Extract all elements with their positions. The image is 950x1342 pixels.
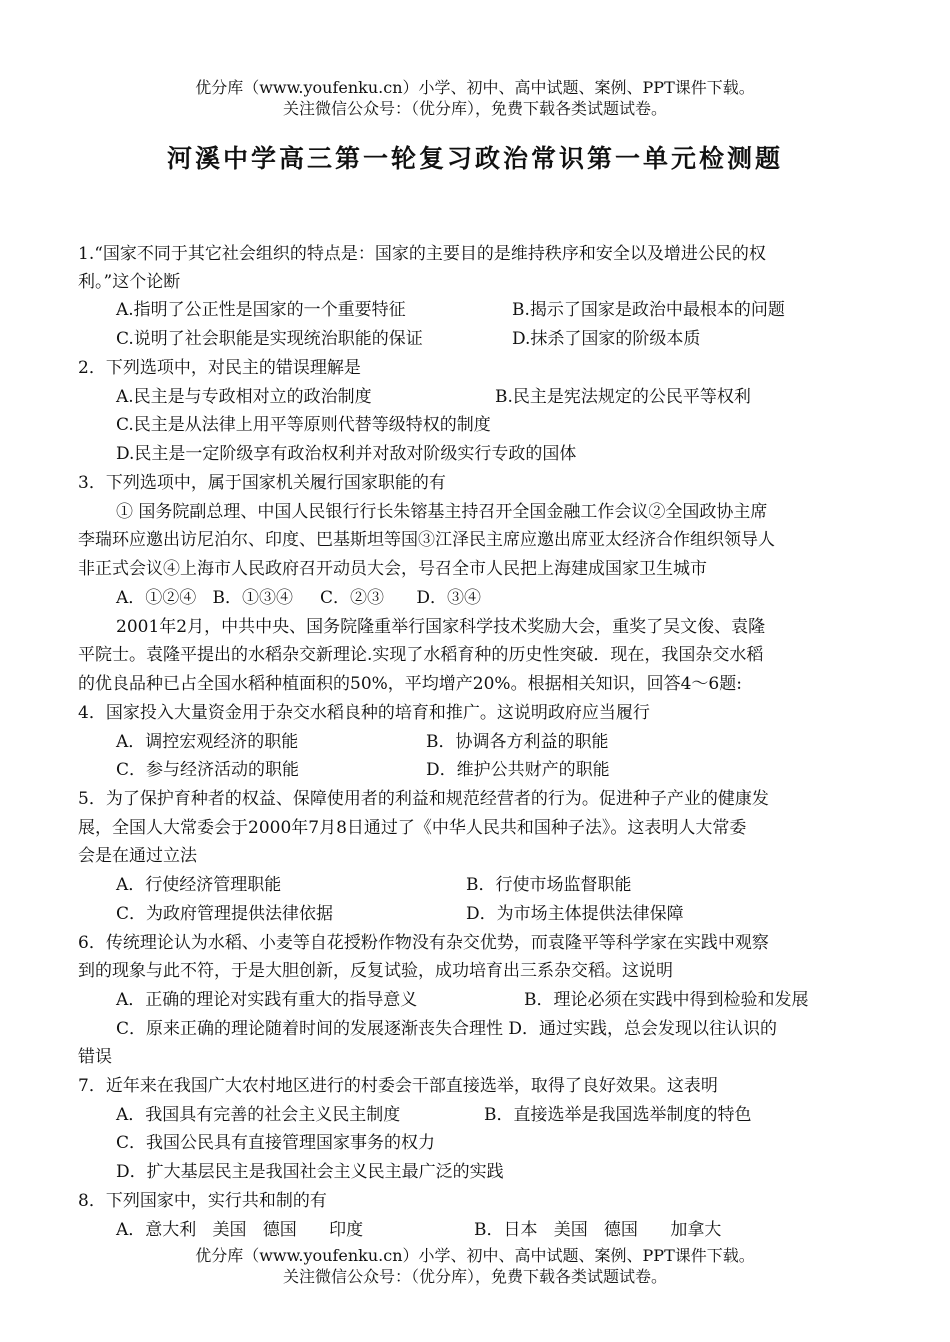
q7-option-d: D．扩大基层民主是我国社会主义民主最广泛的实践	[116, 1162, 504, 1182]
q6-option-a: A．正确的理论对实践有重大的指导意义	[116, 990, 418, 1010]
q1-option-a: A.指明了公正性是国家的一个重要特征	[116, 300, 406, 320]
q4-option-c: C．参与经济活动的职能	[116, 760, 300, 780]
page-title: 河溪中学高三第一轮复习政治常识第一单元检测题	[166, 144, 783, 173]
q1-option-c: C.说明了社会职能是实现统治职能的保证	[116, 329, 423, 349]
q6-stem-line-2: 到的现象与此不符，于是大胆创新，反复试验，成功培育出三系杂交稻。这说明	[78, 961, 673, 981]
q5-option-d: D．为市场主体提供法律保障	[466, 904, 684, 924]
q1-stem-line-1: 1.“国家不同于其它社会组织的特点是：国家的主要目的是维持秩序和安全以及增进公民的权	[78, 244, 766, 264]
q8-option-b: B．日本 美国 德国 加拿大	[474, 1220, 722, 1240]
q5-option-b: B．行使市场监督职能	[466, 875, 632, 895]
header-line-2: 关注微信公众号：（优分库），免费下载各类试题试卷。	[282, 99, 667, 118]
q3-item-line-3: 非正式会议④上海市人民政府召开动员大会，号召全市人民把上海建成国家卫生城市	[78, 559, 707, 579]
q4-option-a: A．调控宏观经济的职能	[116, 732, 299, 752]
footer-line-2: 关注微信公众号：（优分库），免费下载各类试题试卷。	[282, 1267, 667, 1286]
q5-option-a: A．行使经济管理职能	[116, 875, 282, 895]
q7-stem: 7．近年来在我国广大农村地区进行的村委会干部直接选举，取得了良好效果。这表明	[78, 1076, 718, 1096]
q1-option-b: B.揭示了国家是政治中最根本的问题	[512, 300, 785, 320]
q8-option-a: A．意大利 美国 德国 印度	[116, 1220, 364, 1240]
q2-option-b: B.民主是宪法规定的公民平等权利	[495, 387, 751, 407]
material-line-2: 平院士。袁隆平提出的水稻杂交新理论.实现了水稻育种的历史性突破．现在，我国杂交水稻	[78, 645, 764, 665]
q3-options: A．①②④ B．①③④ C．②③ D．③④	[116, 588, 482, 608]
q2-option-c: C.民主是从法律上用平等原则代替等级特权的制度	[116, 415, 491, 435]
material-line-1: 2001年2月，中共中央、国务院隆重举行国家科学技术奖励大会，重奖了吴文俊、袁隆	[116, 617, 766, 637]
q5-option-c: C．为政府管理提供法律依据	[116, 904, 334, 924]
q3-item-line-2: 李瑞环应邀出访尼泊尔、印度、巴基斯坦等国③江泽民主席应邀出席亚太经济合作组织领导人	[78, 530, 775, 550]
material-line-3: 的优良品种已占全国水稻种植面积的50%，平均增产20%。根据相关知识，回答4～6题:	[78, 674, 742, 694]
q3-item-line-1: ① 国务院副总理、中国人民银行行长朱镕基主持召开全国金融工作会议②全国政协主席	[116, 502, 768, 522]
q2-stem: 2．下列选项中，对民主的错误理解是	[78, 358, 361, 378]
q6-option-d-continuation: 错误	[78, 1047, 112, 1067]
q6-option-b: B．理论必须在实践中得到检验和发展	[524, 990, 809, 1010]
q1-option-d: D.抹杀了国家的阶级本质	[512, 329, 701, 349]
q7-option-c: C．我国公民具有直接管理国家事务的权力	[116, 1133, 436, 1153]
q7-option-a: A．我国具有完善的社会主义民主制度	[116, 1105, 401, 1125]
q1-stem-line-2: 利。”这个论断	[78, 272, 181, 292]
q2-option-d: D.民主是一定阶级享有政治权利并对敌对阶级实行专政的国体	[116, 444, 577, 464]
q5-stem-line-1: 5．为了保护育种者的权益、保障使用者的利益和规范经营者的行为。促进种子产业的健康发	[78, 789, 769, 809]
footer-line-1: 优分库（www.youfenku.cn）小学、初中、高中试题、案例、PPT课件下载。	[195, 1246, 755, 1265]
q3-stem: 3．下列选项中，属于国家机关履行国家职能的有	[78, 473, 446, 493]
q4-option-b: B．协调各方利益的职能	[426, 732, 609, 752]
q8-stem: 8．下列国家中，实行共和制的有	[78, 1191, 327, 1211]
q6-stem-line-1: 6．传统理论认为水稻、小麦等自花授粉作物没有杂交优势，而袁隆平等科学家在实践中观察	[78, 933, 769, 953]
header-line-1: 优分库（www.youfenku.cn）小学、初中、高中试题、案例、PPT课件下载。	[195, 78, 755, 97]
q5-stem-line-2: 展，全国人大常委会于2000年7月8日通过了《中华人民共和国种子法》。这表明人大常委	[78, 818, 747, 838]
q6-option-cd: C．原来正确的理论随着时间的发展逐渐丧失合理性 D．通过实践，总会发现以往认识的	[116, 1019, 778, 1039]
q5-stem-line-3: 会是在通过立法	[78, 846, 197, 866]
q4-stem: 4．国家投入大量资金用于杂交水稻良种的培育和推广。这说明政府应当履行	[78, 703, 650, 723]
q4-option-d: D．维护公共财产的职能	[426, 760, 610, 780]
q2-option-a: A.民主是与专政相对立的政治制度	[116, 387, 372, 407]
q7-option-b: B．直接选举是我国选举制度的特色	[484, 1105, 752, 1125]
